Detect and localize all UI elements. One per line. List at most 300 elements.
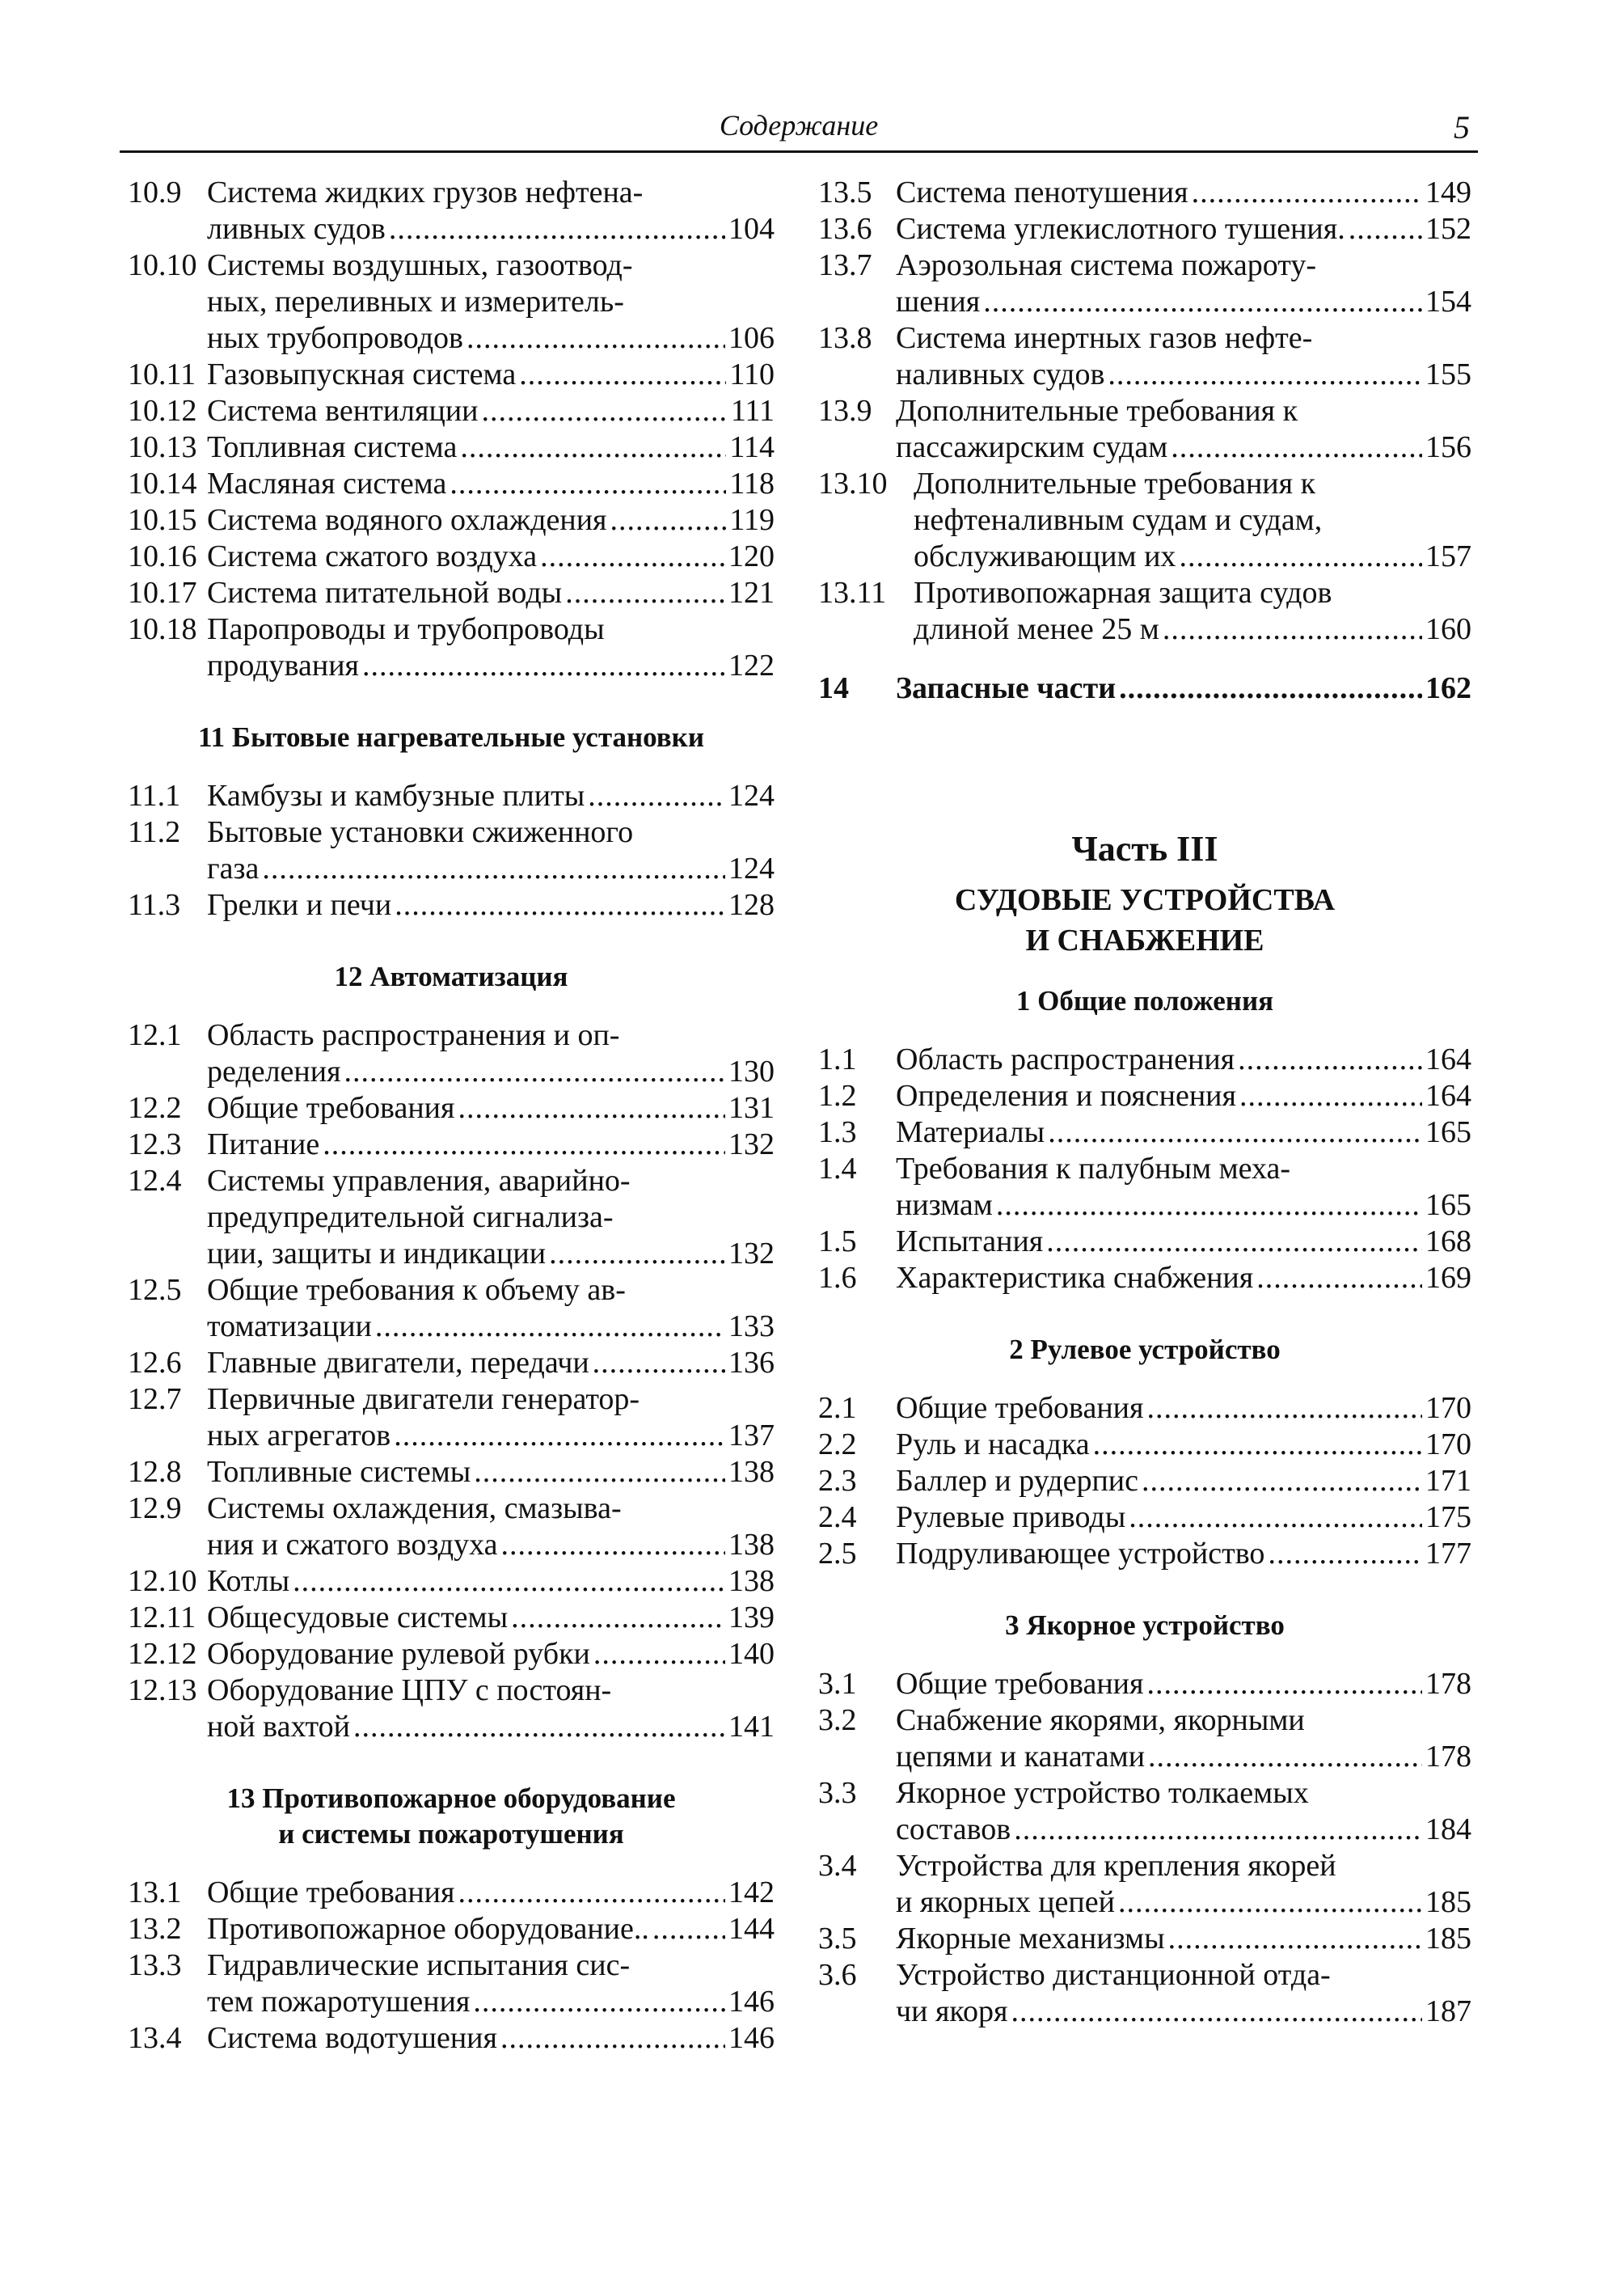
toc-entry[interactable]	[818, 1957, 1471, 2030]
toc-entry-number: 12.9	[128, 1491, 182, 1525]
toc-entry[interactable]	[128, 1636, 775, 1672]
toc-entry-page: 118	[729, 467, 775, 501]
toc-entry-number: 13.2	[128, 1912, 182, 1946]
toc-entry[interactable]	[818, 1463, 1471, 1499]
toc-entry-page: 137	[728, 1419, 775, 1452]
toc-entry[interactable]	[818, 466, 1471, 575]
toc-entry-page: 156	[1425, 430, 1471, 464]
toc-entry[interactable]	[128, 466, 775, 502]
toc-entry-page: 119	[729, 503, 775, 537]
toc-entry-title-line: Оборудование ЦПУ с постоян-	[207, 1673, 612, 1707]
toc-block-13a	[128, 1875, 775, 2057]
toc-entry-page: 184	[1425, 1812, 1471, 1846]
toc-entry-page: 162	[1425, 671, 1471, 705]
toc-entry[interactable]	[128, 429, 775, 466]
leader-dots	[652, 1911, 725, 1947]
toc-entry-title: Рулевые приводы	[896, 1500, 1126, 1534]
toc-entry-title-line: нефтеналивным судам и судам,	[914, 503, 1323, 537]
leader-dots	[473, 1984, 725, 2020]
toc-entry-page: 138	[728, 1528, 775, 1562]
leader-dots	[593, 1345, 725, 1381]
section-heading-13	[128, 1781, 775, 1852]
toc-entry-number: 2.5	[818, 1537, 857, 1571]
toc-entry-number: 10.12	[128, 394, 197, 428]
toc-entry-page: 124	[728, 779, 775, 813]
page-number: 5	[1454, 109, 1470, 146]
toc-entry[interactable]	[818, 1702, 1471, 1775]
toc-entry-title: Материалы	[896, 1115, 1045, 1149]
section-heading-2: 2 Рулевое устройство	[1009, 1334, 1281, 1365]
leader-dots	[565, 575, 725, 611]
toc-entry-number: 12.2	[128, 1091, 182, 1125]
toc-entry-title: и якорных цепей	[896, 1885, 1115, 1919]
leader-dots	[389, 211, 725, 247]
toc-entry[interactable]	[818, 1848, 1471, 1921]
toc-entry-title: Общесудовые системы	[207, 1600, 509, 1634]
toc-entry-title: Система водотушения	[207, 2021, 497, 2055]
toc-entry[interactable]	[818, 1427, 1471, 1463]
leader-dots	[1118, 1884, 1422, 1921]
toc-entry[interactable]	[128, 611, 775, 684]
toc-entry-title-line: Система жидких грузов нефтена-	[207, 175, 644, 209]
toc-entry-number: 10.14	[128, 467, 197, 501]
toc-entry-number: 1.3	[818, 1115, 857, 1149]
leader-dots	[519, 357, 726, 393]
toc-column-left	[128, 175, 775, 2057]
toc-entry-title: Баллер и рудерпис	[896, 1464, 1138, 1498]
leader-dots	[1256, 1260, 1422, 1296]
toc-entry-14[interactable]	[818, 670, 1471, 707]
toc-entry-title: Якорные механизмы	[896, 1922, 1165, 1956]
leader-dots	[353, 1709, 725, 1745]
toc-entry-number: 10.13	[128, 430, 197, 464]
toc-entry-title: Определения и пояснения	[896, 1079, 1236, 1113]
toc-entry[interactable]	[128, 1272, 775, 1345]
toc-entry-title: Главные двигатели, передачи	[207, 1346, 589, 1380]
leader-dots	[1268, 1536, 1422, 1572]
toc-entry-page: 139	[728, 1600, 775, 1634]
section-heading-13-line1: 13 Противопожарное оборудование	[226, 1782, 676, 1814]
toc-entry-title-line: Первичные двигатели генератор-	[207, 1382, 640, 1416]
toc-entry-page: 146	[728, 1985, 775, 2019]
leader-dots	[460, 429, 726, 466]
toc-entry-title: Запасные части	[896, 671, 1117, 705]
toc-entry-title-line: Устройство дистанционной отда-	[896, 1958, 1331, 1992]
toc-entry[interactable]	[818, 1775, 1471, 1848]
toc-entry-page: 155	[1425, 357, 1471, 391]
toc-entry-number: 13.5	[818, 175, 872, 209]
leader-dots	[458, 1875, 725, 1911]
toc-entry-page: 141	[728, 1710, 775, 1744]
leader-dots	[588, 778, 725, 814]
toc-entry[interactable]	[128, 575, 775, 611]
toc-entry[interactable]	[818, 1666, 1471, 1702]
running-header	[120, 104, 1478, 153]
toc-entry[interactable]	[818, 1224, 1471, 1260]
toc-entry[interactable]	[128, 1381, 775, 1454]
leader-dots	[323, 1127, 725, 1163]
toc-entry[interactable]	[818, 1078, 1471, 1114]
toc-entry[interactable]	[818, 211, 1471, 247]
leader-dots	[1119, 670, 1422, 707]
toc-entry-number: 10.17	[128, 576, 197, 610]
toc-entry[interactable]	[818, 393, 1471, 466]
section-heading-1: 1 Общие положения	[1015, 985, 1274, 1017]
toc-entry-title-line: Якорное устройство толкаемых	[896, 1776, 1309, 1810]
leader-dots	[1046, 1224, 1422, 1260]
toc-entry-title-line: предупредительной сигнализа-	[207, 1200, 614, 1234]
leader-dots	[1129, 1499, 1422, 1536]
toc-entry-title: Топливные системы	[207, 1455, 471, 1489]
toc-entry-title: ливных судов	[207, 212, 386, 246]
toc-entry-number: 12.11	[128, 1600, 196, 1634]
toc-column-right	[818, 175, 1471, 2030]
toc-entry[interactable]	[128, 502, 775, 539]
toc-entry-number: 1.1	[818, 1042, 857, 1076]
toc-entry-page: 165	[1425, 1188, 1471, 1222]
toc-entry-page: 175	[1425, 1500, 1471, 1534]
toc-entry-title-line: Общие требования к объему ав-	[207, 1273, 626, 1307]
running-title: Содержание	[719, 109, 879, 142]
toc-entry-page: 187	[1425, 1994, 1471, 2028]
toc-block-12	[128, 1017, 775, 1745]
part-subtitle-line1: СУДОВЫЕ УСТРОЙСТВА	[954, 883, 1336, 917]
leader-dots	[1108, 357, 1422, 393]
toc-entry-title-line: Аэрозольная система пожароту-	[896, 248, 1316, 282]
leader-dots	[262, 851, 725, 887]
toc-entry[interactable]	[128, 1563, 775, 1600]
leader-dots	[375, 1309, 725, 1345]
toc-entry-page: 160	[1425, 612, 1471, 646]
leader-dots	[1163, 611, 1422, 648]
toc-entry-title-line: Бытовые установки сжиженного	[207, 815, 634, 849]
toc-entry-number: 13.1	[128, 1875, 182, 1909]
leader-dots	[1142, 1463, 1422, 1499]
toc-entry-number: 11.3	[128, 888, 181, 922]
toc-entry-number: 13.10	[818, 467, 888, 501]
toc-entry-number: 3.3	[818, 1776, 857, 1810]
toc-entry[interactable]	[128, 1345, 775, 1381]
leader-dots	[458, 1090, 725, 1127]
toc-entry-title: Общие требования	[207, 1875, 455, 1909]
section-heading-12: 12 Автоматизация	[334, 961, 568, 992]
leader-dots	[1238, 1042, 1422, 1078]
toc-entry-title-line: Противопожарная защита судов	[914, 576, 1332, 610]
toc-block-10	[128, 175, 775, 684]
leader-dots	[540, 539, 725, 575]
leader-dots	[1048, 1114, 1422, 1151]
toc-entry-title-line: Системы воздушных, газоотвод-	[207, 248, 633, 282]
toc-entry-page: 178	[1425, 1740, 1471, 1774]
toc-entry[interactable]	[818, 175, 1471, 211]
toc-entry[interactable]	[818, 1042, 1471, 1078]
leader-dots	[1011, 1994, 1422, 2030]
leader-dots	[1148, 1739, 1422, 1775]
toc-entry-page: 178	[1425, 1667, 1471, 1701]
toc-entry-title: продувания	[207, 649, 360, 683]
toc-entry[interactable]	[818, 1921, 1471, 1957]
toc-entry-title: Противопожарное оборудование..	[207, 1912, 649, 1946]
toc-entry-page: 132	[728, 1237, 775, 1271]
toc-entry-page: 121	[728, 576, 775, 610]
toc-entry[interactable]	[818, 1151, 1471, 1224]
toc-entry-page: 144	[728, 1912, 775, 1946]
toc-entry-number: 3.1	[818, 1667, 857, 1701]
toc-entry-title: ределения	[207, 1055, 341, 1089]
toc-entry-number: 12.12	[128, 1637, 197, 1671]
toc-entry-title: ных агрегатов	[207, 1419, 391, 1452]
toc-entry-number: 1.4	[818, 1152, 857, 1186]
toc-entry[interactable]	[818, 1260, 1471, 1296]
toc-entry[interactable]	[818, 1499, 1471, 1536]
toc-entry[interactable]	[128, 1911, 775, 1947]
toc-entry-title: шения	[896, 285, 981, 319]
toc-entry-title: Котлы	[207, 1564, 290, 1598]
toc-entry-title: длиной менее 25 м	[914, 612, 1159, 646]
toc-entry[interactable]	[128, 1875, 775, 1911]
toc-entry[interactable]	[128, 887, 775, 924]
leader-dots	[450, 466, 726, 502]
toc-entry-number: 12.10	[128, 1564, 197, 1598]
toc-entry[interactable]	[128, 1947, 775, 2020]
toc-entry-page: 157	[1425, 539, 1471, 573]
toc-entry-number: 12.13	[128, 1673, 197, 1707]
toc-entry-title-line: Дополнительные требования к	[896, 394, 1298, 428]
leader-dots	[395, 887, 725, 924]
toc-entry-page: 128	[728, 888, 775, 922]
toc-entry-title-line: Системы охлаждения, смазыва-	[207, 1491, 622, 1525]
toc-entry-title: составов	[896, 1812, 1011, 1846]
toc-entry[interactable]	[128, 778, 775, 814]
toc-entry-title: обслуживающим их	[914, 539, 1176, 573]
toc-entry-page: 132	[728, 1127, 775, 1161]
toc-entry-title: Газовыпускная система	[207, 357, 517, 391]
toc-entry-title: пассажирским судам	[896, 430, 1168, 464]
toc-entry[interactable]	[818, 247, 1471, 320]
toc-entry-title: цепями и канатами	[896, 1740, 1146, 1774]
toc-entry-page: 165	[1425, 1115, 1471, 1149]
toc-entry-title-line: Снабжение якорями, якорными	[896, 1703, 1305, 1737]
toc-entry[interactable]	[128, 393, 775, 429]
toc-entry-title: Система углекислотного тушения.	[896, 212, 1345, 246]
leader-dots	[1146, 1666, 1422, 1702]
toc-entry-title: Топливная система	[207, 430, 458, 464]
toc-entry-number: 13.4	[128, 2021, 182, 2055]
toc-entry-title: Система сжатого воздуха	[207, 539, 538, 573]
toc-entry[interactable]	[128, 1127, 775, 1163]
toc-entry-title: Руль и насадка	[896, 1427, 1090, 1461]
toc-entry-title: чи якоря	[896, 1994, 1008, 2028]
toc-entry[interactable]	[128, 247, 775, 357]
toc-entry-page: 111	[730, 394, 775, 428]
leader-dots	[394, 1418, 725, 1454]
leader-dots	[610, 502, 727, 539]
leader-dots	[1239, 1078, 1422, 1114]
toc-entry-page: 149	[1425, 175, 1471, 209]
toc-entry-number: 12.5	[128, 1273, 182, 1307]
toc-entry-page: 110	[729, 357, 775, 391]
toc-block-2	[818, 1390, 1471, 1572]
toc-entry[interactable]	[128, 1490, 775, 1563]
toc-entry-page: 169	[1425, 1261, 1471, 1295]
toc-entry[interactable]	[818, 1114, 1471, 1151]
toc-entry-number: 12.7	[128, 1382, 182, 1416]
toc-entry-number: 12.3	[128, 1127, 182, 1161]
toc-entry[interactable]	[128, 1672, 775, 1745]
toc-entry-page: 164	[1425, 1042, 1471, 1076]
toc-entry[interactable]	[128, 814, 775, 887]
toc-entry-page: 154	[1425, 285, 1471, 319]
toc-entry[interactable]	[818, 575, 1471, 648]
toc-entry-number: 2.2	[818, 1427, 857, 1461]
toc-entry-title: ния и сжатого воздуха	[207, 1528, 498, 1562]
toc-entry-page: 185	[1425, 1922, 1471, 1956]
toc-entry-title: Камбузы и камбузные плиты	[207, 779, 585, 813]
toc-entry-title: Общие требования	[207, 1091, 455, 1125]
toc-entry-number: 13.9	[818, 394, 872, 428]
leader-dots	[593, 1636, 725, 1672]
part-subtitle-line2: И СНАБЖЕНИЕ	[1025, 924, 1264, 958]
toc-entry-number: 10.9	[128, 175, 182, 209]
leader-dots	[466, 320, 725, 357]
leader-dots	[474, 1454, 725, 1490]
toc-entry-page: 124	[728, 852, 775, 886]
toc-entry-number: 10.18	[128, 612, 197, 646]
toc-entry-page: 164	[1425, 1079, 1471, 1113]
toc-entry-page: 120	[728, 539, 775, 573]
leader-dots	[362, 648, 725, 684]
leader-dots	[1093, 1427, 1422, 1463]
toc-entry-page: 152	[1425, 212, 1471, 246]
toc-entry-number: 13.3	[128, 1948, 182, 1982]
toc-entry[interactable]	[128, 357, 775, 393]
toc-entry-number: 3.4	[818, 1849, 857, 1883]
toc-block-1	[818, 1042, 1471, 1296]
leader-dots	[482, 393, 728, 429]
toc-entry[interactable]	[128, 1017, 775, 1090]
toc-entry-title-line: Область распространения и оп-	[207, 1018, 620, 1052]
toc-entry-title-line: Гидравлические испытания сис-	[207, 1948, 631, 1982]
toc-entry-number: 13.7	[818, 248, 872, 282]
leader-dots	[1179, 539, 1422, 575]
toc-entry-number: 1.5	[818, 1224, 857, 1258]
leader-dots	[344, 1054, 725, 1090]
toc-entry-number: 3.6	[818, 1958, 857, 1992]
toc-entry-title-line: Устройства для крепления якорей	[896, 1849, 1336, 1883]
toc-entry-title: Грелки и печи	[207, 888, 392, 922]
toc-entry[interactable]	[128, 539, 775, 575]
toc-entry-title: Система пенотушения	[896, 175, 1188, 209]
leader-dots	[1192, 175, 1422, 211]
toc-block-3	[818, 1666, 1471, 2030]
toc-entry-number: 13.8	[818, 321, 872, 355]
toc-entry-page: 122	[728, 649, 775, 683]
leader-dots	[1014, 1812, 1422, 1848]
toc-entry-number: 3.5	[818, 1922, 857, 1956]
section-heading-13-line2: и системы пожаротушения	[278, 1818, 624, 1850]
toc-entry-page: 146	[728, 2021, 775, 2055]
toc-entry[interactable]	[128, 1163, 775, 1272]
toc-entry-number: 11.2	[128, 815, 181, 849]
toc-entry-title: низмам	[896, 1188, 993, 1222]
toc-entry-page: 104	[728, 212, 775, 246]
toc-entry-title: Подруливающее устройство	[896, 1537, 1265, 1571]
toc-entry[interactable]	[128, 1090, 775, 1127]
toc-entry-title: Масляная система	[207, 467, 447, 501]
toc-entry-title-line: Паропроводы и трубопроводы	[207, 612, 605, 646]
toc-entry-title: Общие требования	[896, 1391, 1144, 1425]
toc-entry-title: ных трубопроводов	[207, 321, 463, 355]
toc-entry[interactable]	[128, 1600, 775, 1636]
toc-entry[interactable]	[128, 2020, 775, 2057]
toc-entry-page: 171	[1425, 1464, 1471, 1498]
toc-entry-number: 1.6	[818, 1261, 857, 1295]
toc-entry-page: 168	[1425, 1224, 1471, 1258]
toc-entry[interactable]	[128, 1454, 775, 1490]
leader-dots	[500, 2020, 725, 2057]
toc-entry-title: газа	[207, 852, 260, 886]
toc-entry-page: 138	[728, 1564, 775, 1598]
leader-dots	[500, 1527, 725, 1563]
leader-dots	[983, 284, 1422, 320]
toc-entry-page: 131	[728, 1091, 775, 1125]
toc-entry-title: ной вахтой	[207, 1710, 350, 1744]
toc-block-11	[128, 778, 775, 924]
leader-dots	[549, 1236, 725, 1272]
toc-entry[interactable]	[818, 1536, 1471, 1572]
toc-entry-number: 10.11	[128, 357, 196, 391]
toc-entry-page: 114	[729, 430, 775, 464]
toc-entry-number: 12.4	[128, 1164, 182, 1198]
toc-entry-title: Оборудование рулевой рубки	[207, 1637, 590, 1671]
toc-entry-title-line: Система инертных газов нефте-	[896, 321, 1313, 355]
toc-entry[interactable]	[128, 175, 775, 247]
toc-entry-number: 13.11	[818, 576, 887, 610]
toc-entry-page: 136	[728, 1346, 775, 1380]
toc-entry-number: 10.16	[128, 539, 197, 573]
section-heading-11: 11 Бытовые нагревательные установки	[198, 721, 704, 753]
toc-entry-title: Питание	[207, 1127, 320, 1161]
leader-dots	[996, 1187, 1422, 1224]
toc-entry[interactable]	[818, 1390, 1471, 1427]
toc-entry-title-line: Требования к палубным меха-	[896, 1152, 1291, 1186]
toc-entry-title: наливных судов	[896, 357, 1105, 391]
toc-entry-page: 138	[728, 1455, 775, 1489]
toc-entry-title: Система питательной воды	[207, 576, 563, 610]
toc-entry-title: Испытания	[896, 1224, 1044, 1258]
toc-entry-number: 2.3	[818, 1464, 857, 1498]
leader-dots	[1168, 1921, 1422, 1957]
toc-entry-number: 12.1	[128, 1018, 182, 1052]
toc-entry-page: 142	[728, 1875, 775, 1909]
toc-entry-number: 10.10	[128, 248, 197, 282]
toc-entry-title: Характеристика снабжения	[896, 1261, 1254, 1295]
toc-entry-title: Система вентиляции	[207, 394, 479, 428]
toc-entry-title-line: Системы управления, аварийно-	[207, 1164, 631, 1198]
leader-dots	[1146, 1390, 1422, 1427]
toc-entry-page: 177	[1425, 1537, 1471, 1571]
toc-entry-number: 12.6	[128, 1346, 182, 1380]
toc-entry-number: 3.2	[818, 1703, 857, 1737]
leader-dots	[511, 1600, 725, 1636]
toc-entry-page: 170	[1425, 1427, 1471, 1461]
toc-entry-title-line: ных, переливных и измеритель-	[207, 285, 624, 319]
toc-entry-title: Область распространения	[896, 1042, 1235, 1076]
leader-dots	[1349, 211, 1422, 247]
toc-entry-number: 1.2	[818, 1079, 857, 1113]
leader-dots	[1171, 429, 1422, 466]
toc-entry[interactable]	[818, 320, 1471, 393]
